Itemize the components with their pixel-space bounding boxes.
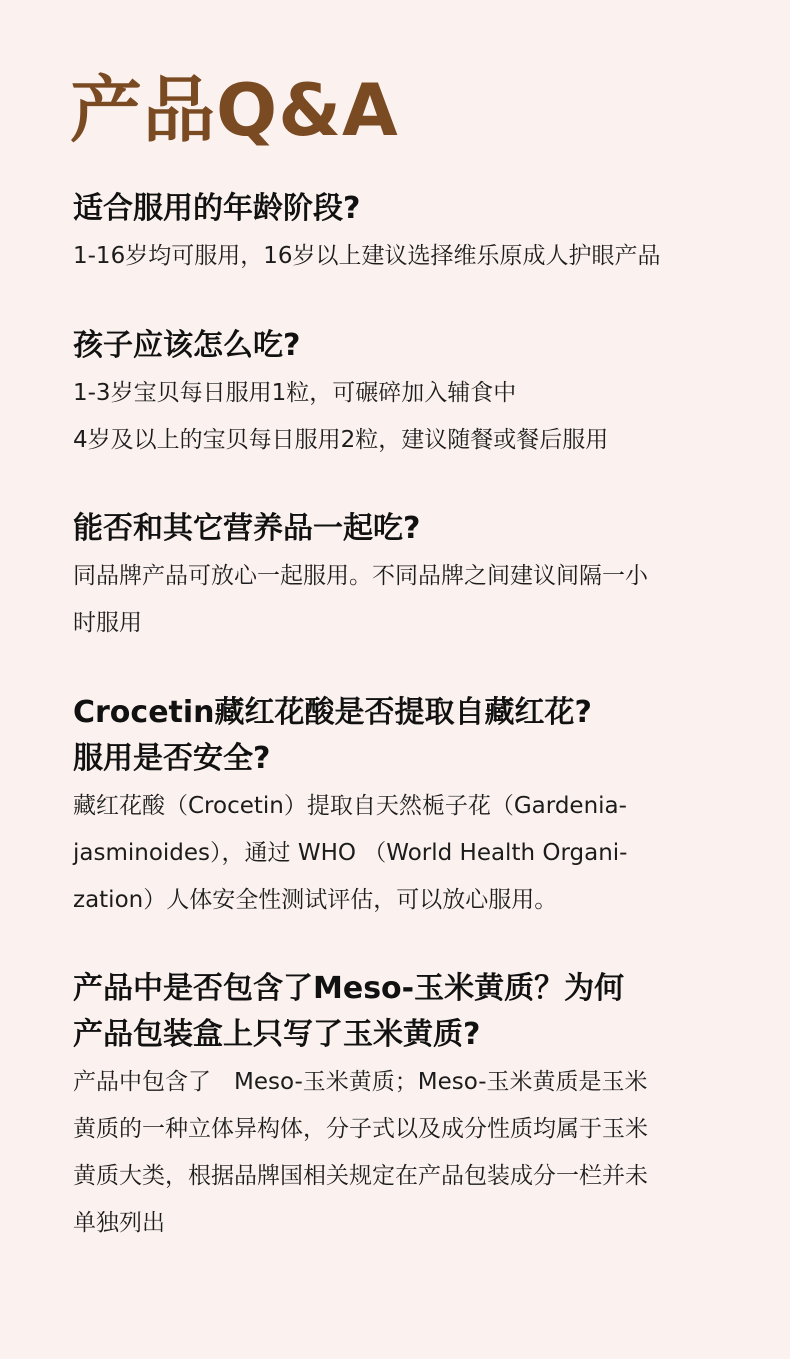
answer-line: jasminoides），通过 WHO （World Health Organi- xyxy=(73,840,628,866)
answer-line: 产品中包含了 Meso-玉米黄质；Meso-玉米黄质是玉米 xyxy=(73,1069,648,1095)
page-title: 产品Q&A xyxy=(70,68,399,152)
answer-line: 黄质大类，根据品牌国相关规定在产品包装成分一栏并未 xyxy=(73,1163,648,1189)
answer-line: 黄质的一种立体异构体，分子式以及成分性质均属于玉米 xyxy=(73,1116,648,1142)
answer-line: zation）人体安全性测试评估，可以放心服用。 xyxy=(73,887,558,913)
answer-line: 同品牌产品可放心一起服用。不同品牌之间建议间隔一小 xyxy=(73,563,648,589)
qa-item-combine xyxy=(73,506,733,646)
qa-item-crocetin xyxy=(73,690,733,923)
question-line: 产品包装盒上只写了玉米黄质? xyxy=(73,1017,481,1052)
question-line: 适合服用的年龄阶段? xyxy=(73,191,361,226)
answer-line: 4岁及以上的宝贝每日服用2粒，建议随餐或餐后服用 xyxy=(73,427,609,453)
question-line: 服用是否安全? xyxy=(73,741,271,776)
answer-line: 1-16岁均可服用，16岁以上建议选择维乐原成人护眼产品 xyxy=(73,243,661,269)
question-line: 产品中是否包含了Meso-玉米黄质？为何 xyxy=(73,971,625,1006)
qa-item-age xyxy=(73,186,733,279)
question-line: 能否和其它营养品一起吃? xyxy=(73,511,421,546)
answer-line: 1-3岁宝贝每日服用1粒，可碾碎加入辅食中 xyxy=(73,380,517,406)
answer-line: 藏红花酸（Crocetin）提取自天然栀子花（Gardenia- xyxy=(73,793,627,819)
qa-item-meso-zeaxanthin xyxy=(73,966,733,1246)
question-line: 孩子应该怎么吃? xyxy=(73,328,301,363)
answer-line: 单独列出 xyxy=(73,1210,165,1236)
qa-item-usage xyxy=(73,323,733,463)
answer-line: 时服用 xyxy=(73,610,142,636)
question-line: Crocetin藏红花酸是否提取自藏红花? xyxy=(73,695,592,730)
